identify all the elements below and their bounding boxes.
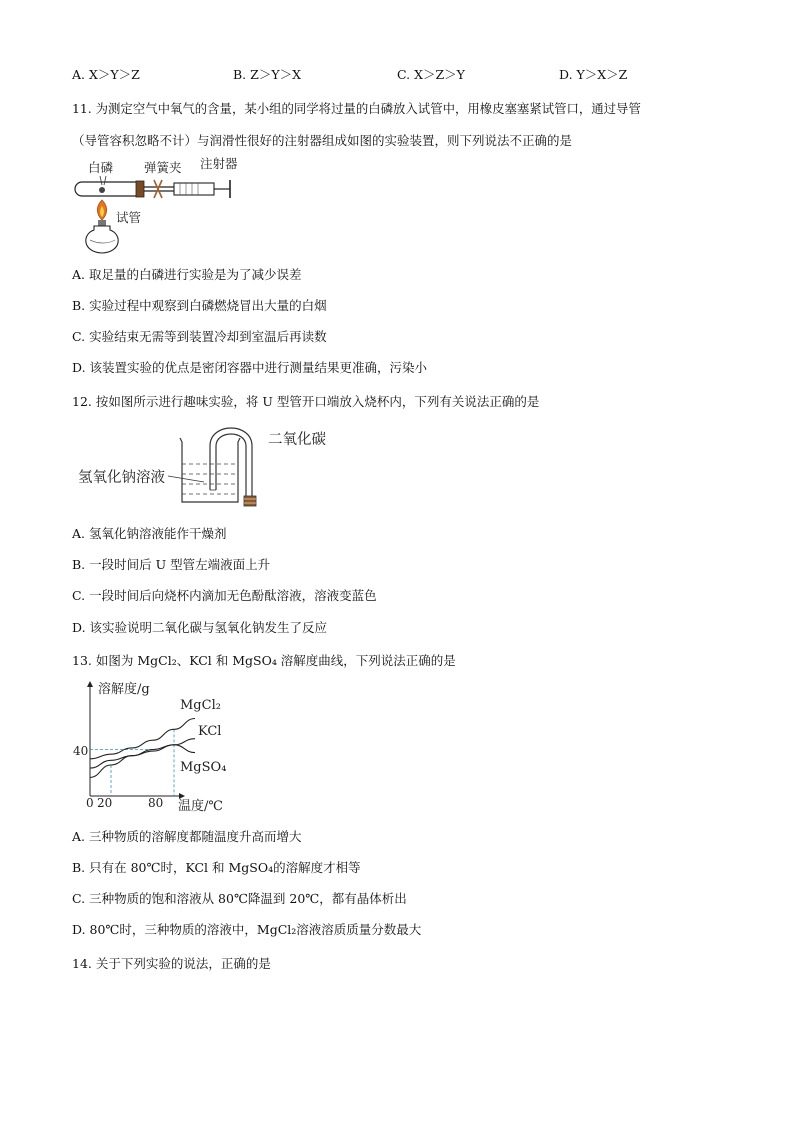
q12-option-c: C. 一段时间后向烧杯内滴加无色酚酞溶液，溶液变蓝色 bbox=[72, 588, 377, 603]
q10-option-a: A. X＞Y＞Z bbox=[72, 67, 140, 82]
q13-option-a: A. 三种物质的溶解度都随温度升高而增大 bbox=[72, 829, 302, 844]
q13-option-b: B. 只有在 80℃时，KCl 和 MgSO₄的溶解度才相等 bbox=[72, 860, 361, 875]
q11-stem-line1: 11. 为测定空气中氧气的含量，某小组的同学将过量的白磷放入试管中，用橡皮塞塞紧试管口，通过导管 bbox=[72, 101, 641, 116]
q13-stem: 13. 如图为 MgCl₂、KCl 和 MgSO₄ 溶解度曲线，下列说法正确的是 bbox=[72, 653, 456, 668]
label-phosphorus: 白磷 bbox=[88, 160, 114, 175]
spring-clip bbox=[154, 180, 162, 198]
series-label-kcl: KCl bbox=[198, 724, 222, 739]
q13-option-c: C. 三种物质的饱和溶液从 80℃降温到 20℃，都有晶体析出 bbox=[72, 891, 407, 906]
series-label-mgso4: MgSO₄ bbox=[180, 760, 227, 775]
test-tube bbox=[75, 182, 136, 196]
q12-option-b: B. 一段时间后 U 型管左端液面上升 bbox=[72, 557, 271, 572]
q10-option-c: C. X＞Z＞Y bbox=[397, 67, 465, 82]
rubber-stopper bbox=[136, 181, 144, 197]
y-tick-40: 40 bbox=[73, 744, 89, 758]
q12-stem: 12. 按如图所示进行趣味实验，将 U 型管开口端放入烧杯内，下列有关说法正确的是 bbox=[72, 394, 540, 409]
q11-apparatus-figure bbox=[70, 154, 255, 259]
alcohol-lamp bbox=[86, 226, 118, 253]
label-syringe: 注射器 bbox=[200, 156, 238, 171]
x-axis-label: 温度/℃ bbox=[178, 799, 223, 814]
q14-stem: 14. 关于下列实验的说法，正确的是 bbox=[72, 956, 271, 971]
y-axis-label: 溶解度/g bbox=[98, 682, 150, 697]
x-tick-0: 0 bbox=[86, 796, 94, 810]
x-tick-80: 80 bbox=[148, 796, 164, 810]
label-naoh-solution: 氢氧化钠溶液 bbox=[78, 470, 165, 486]
q10-option-d: D. Y＞X＞Z bbox=[559, 67, 628, 82]
q11-option-d: D. 该装置实验的优点是密闭容器中进行测量结果更准确，污染小 bbox=[72, 360, 428, 375]
q11-option-a: A. 取足量的白磷进行实验是为了减少误差 bbox=[72, 267, 302, 282]
q12-utube-figure bbox=[74, 420, 344, 516]
q12-option-d: D. 该实验说明二氧化碳与氢氧化钠发生了反应 bbox=[72, 620, 328, 635]
x-tick-20: 20 bbox=[97, 796, 113, 810]
label-tube: 试管 bbox=[116, 210, 142, 225]
q11-stem-line2: （导管容积忽略不计）与润滑性很好的注射器组成如图的实验装置，则下列说法不正确的是 bbox=[72, 133, 573, 148]
q13-option-d: D. 80℃时，三种物质的溶液中，MgCl₂溶液溶质质量分数最大 bbox=[72, 922, 422, 937]
label-clip: 弹簧夹 bbox=[144, 160, 182, 175]
q11-option-b: B. 实验过程中观察到白磷燃烧冒出大量的白烟 bbox=[72, 298, 327, 313]
q11-option-c: C. 实验结束无需等到装置冷却到室温后再读数 bbox=[72, 329, 327, 344]
q10-option-b: B. Z＞Y＞X bbox=[233, 67, 301, 82]
q12-option-a: A. 氢氧化钠溶液能作干燥剂 bbox=[72, 526, 227, 541]
white-phosphorus bbox=[99, 187, 105, 193]
label-co2: 二氧化碳 bbox=[268, 432, 326, 448]
tube-stopper bbox=[244, 496, 256, 506]
series-label-mgcl2: MgCl₂ bbox=[180, 698, 221, 713]
solubility-chart bbox=[70, 676, 240, 816]
